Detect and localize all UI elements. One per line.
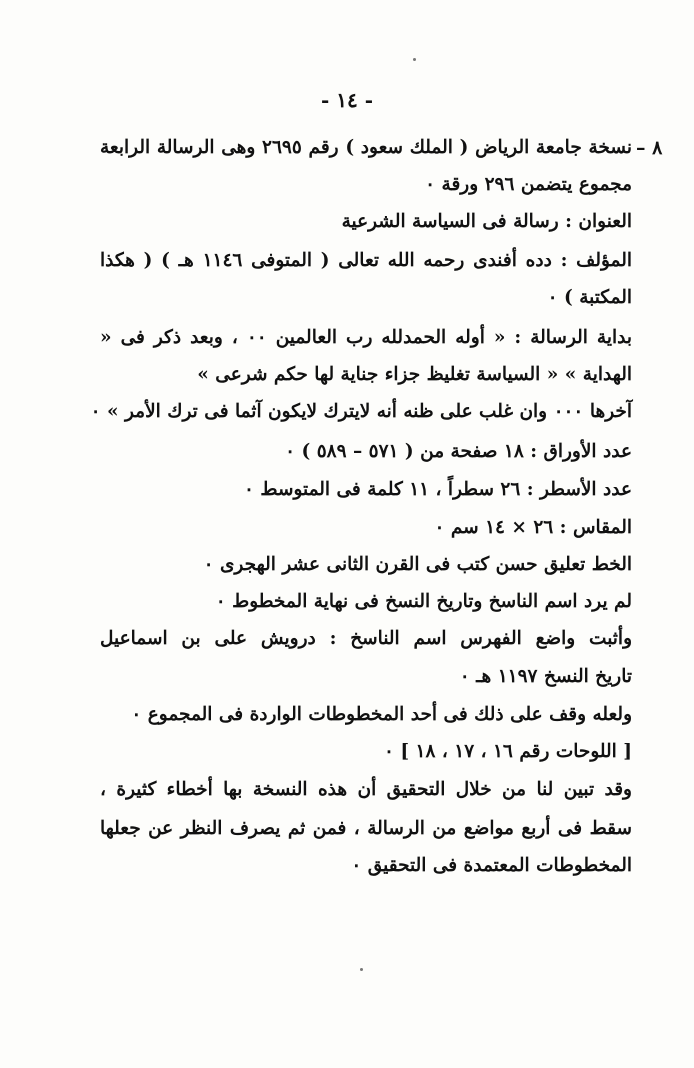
scan-speck bbox=[413, 58, 416, 61]
text-line-11: المقاس : ٢٦ × ١٤ سم ٠ bbox=[434, 517, 632, 538]
text-line-18: وقد تبين لنا من خلال التحقيق أن هذه النسخة بها أخطاء كثيرة ، bbox=[100, 779, 632, 800]
scan-speck bbox=[360, 968, 363, 971]
text-line-15: تاريخ النسخ ١١٩٧ هـ ٠ bbox=[459, 666, 632, 687]
text-line-13: لم يرد اسم الناسخ وتاريخ النسخ فى نهاية المخطوط ٠ bbox=[215, 591, 632, 612]
item-number: ٨ – bbox=[636, 137, 663, 159]
text-line-1: نسخة جامعة الرياض ( الملك سعود ) رقم ٢٦٩٥ وهى الرسالة الرابعة bbox=[100, 137, 632, 158]
text-line-10: عدد الأسطر : ٢٦ سطراً ، ١١ كلمة فى المتوسط ٠ bbox=[244, 479, 632, 500]
text-line-14: وأثبت واضع الفهرس اسم الناسخ : درويش على بن اسماعيل bbox=[100, 628, 632, 649]
text-line-2: مجموع يتضمن ٢٩٦ ورقة ٠ bbox=[425, 174, 632, 195]
text-line-3: العنوان : رسالة فى السياسة الشرعية bbox=[341, 211, 632, 232]
text-line-9: عدد الأوراق : ١٨ صفحة من ( ٥٧١ – ٥٨٩ ) ٠ bbox=[285, 441, 632, 462]
text-line-7: الهداية » « السياسة تغليظ جزاء جناية لها حكم شرعى » bbox=[197, 364, 632, 385]
text-line-6: بداية الرسالة : « أوله الحمدلله رب العالمين ٠٠ ، وبعد ذكر فى « bbox=[100, 327, 632, 348]
text-line-4: المؤلف : دده أفندى رحمه الله تعالى ( المتوفى ١١٤٦ هـ ) ( هكذا bbox=[100, 250, 632, 271]
text-line-20: المخطوطات المعتمدة فى التحقيق ٠ bbox=[351, 855, 632, 876]
text-line-12: الخط تعليق حسن كتب فى القرن الثانى عشر الهجرى ٠ bbox=[203, 554, 632, 575]
text-line-17: [ اللوحات رقم ١٦ ، ١٧ ، ١٨ ] ٠ bbox=[383, 741, 632, 762]
text-line-19: سقط فى أربع مواضع من الرسالة ، فمن ثم يصرف النظر عن جعلها bbox=[100, 818, 632, 839]
text-line-16: ولعله وقف على ذلك فى أحد المخطوطات الواردة فى المجموع ٠ bbox=[131, 704, 632, 725]
page-number: - ١٤ - bbox=[320, 88, 373, 112]
text-line-8: آخرها ٠٠٠ وان غلب على ظنه أنه لايترك لايكون آثما فى ترك الأمر » ٠ bbox=[90, 401, 632, 422]
text-line-5: المكتبة ) ٠ bbox=[547, 287, 632, 308]
